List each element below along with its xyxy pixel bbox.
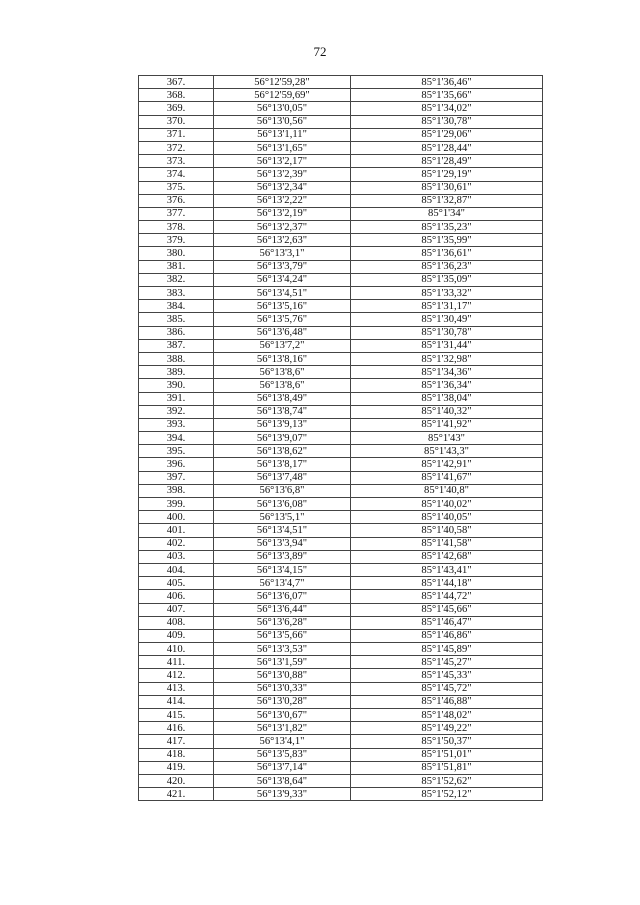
point-number-cell: 390. <box>139 379 214 392</box>
point-number-cell: 389. <box>139 366 214 379</box>
point-number-cell: 395. <box>139 445 214 458</box>
point-number-cell: 413. <box>139 682 214 695</box>
longitude-cell: 85°1'45,89" <box>351 643 543 656</box>
longitude-cell: 85°1'45,66" <box>351 603 543 616</box>
latitude-cell: 56°13'3,1" <box>214 247 351 260</box>
latitude-cell: 56°13'1,65" <box>214 141 351 154</box>
latitude-cell: 56°13'2,34" <box>214 181 351 194</box>
table-row <box>139 682 543 695</box>
longitude-cell: 85°1'52,62" <box>351 774 543 787</box>
latitude-cell: 56°13'0,28" <box>214 695 351 708</box>
table-row <box>139 577 543 590</box>
latitude-cell: 56°13'9,13" <box>214 418 351 431</box>
latitude-cell: 56°13'8,64" <box>214 774 351 787</box>
table-row <box>139 194 543 207</box>
latitude-cell: 56°13'5,76" <box>214 313 351 326</box>
point-number-cell: 373. <box>139 155 214 168</box>
latitude-cell: 56°13'5,1" <box>214 511 351 524</box>
table-row <box>139 141 543 154</box>
longitude-cell: 85°1'46,88" <box>351 695 543 708</box>
longitude-cell: 85°1'46,47" <box>351 616 543 629</box>
latitude-cell: 56°13'8,62" <box>214 445 351 458</box>
table-row <box>139 735 543 748</box>
table-row <box>139 616 543 629</box>
longitude-cell: 85°1'32,98" <box>351 352 543 365</box>
longitude-cell: 85°1'36,61" <box>351 247 543 260</box>
longitude-cell: 85°1'36,34" <box>351 379 543 392</box>
latitude-cell: 56°13'6,8" <box>214 484 351 497</box>
table-row <box>139 432 543 445</box>
table-row <box>139 247 543 260</box>
point-number-cell: 370. <box>139 115 214 128</box>
latitude-cell: 56°13'0,67" <box>214 709 351 722</box>
longitude-cell: 85°1'31,44" <box>351 339 543 352</box>
table-row <box>139 89 543 102</box>
point-number-cell: 400. <box>139 511 214 524</box>
latitude-cell: 56°13'7,2" <box>214 339 351 352</box>
table-row <box>139 722 543 735</box>
table-row <box>139 656 543 669</box>
point-number-cell: 420. <box>139 774 214 787</box>
point-number-cell: 382. <box>139 273 214 286</box>
latitude-cell: 56°13'6,08" <box>214 498 351 511</box>
table-row <box>139 207 543 220</box>
table-row <box>139 313 543 326</box>
point-number-cell: 399. <box>139 498 214 511</box>
longitude-cell: 85°1'28,44" <box>351 141 543 154</box>
longitude-cell: 85°1'44,18" <box>351 577 543 590</box>
point-number-cell: 396. <box>139 458 214 471</box>
latitude-cell: 56°13'2,39" <box>214 168 351 181</box>
point-number-cell: 397. <box>139 471 214 484</box>
table-row <box>139 669 543 682</box>
latitude-cell: 56°13'4,51" <box>214 287 351 300</box>
point-number-cell: 380. <box>139 247 214 260</box>
table-row <box>139 181 543 194</box>
latitude-cell: 56°13'3,53" <box>214 643 351 656</box>
point-number-cell: 392. <box>139 405 214 418</box>
longitude-cell: 85°1'35,99" <box>351 234 543 247</box>
longitude-cell: 85°1'33,32" <box>351 287 543 300</box>
point-number-cell: 381. <box>139 260 214 273</box>
latitude-cell: 56°13'3,79" <box>214 260 351 273</box>
point-number-cell: 406. <box>139 590 214 603</box>
point-number-cell: 379. <box>139 234 214 247</box>
latitude-cell: 56°13'2,17" <box>214 155 351 168</box>
longitude-cell: 85°1'42,91" <box>351 458 543 471</box>
longitude-cell: 85°1'30,78" <box>351 115 543 128</box>
latitude-cell: 56°13'6,48" <box>214 326 351 339</box>
table-row <box>139 498 543 511</box>
table-row <box>139 458 543 471</box>
longitude-cell: 85°1'42,68" <box>351 550 543 563</box>
table-row <box>139 748 543 761</box>
table-row <box>139 550 543 563</box>
longitude-cell: 85°1'44,72" <box>351 590 543 603</box>
table-row <box>139 695 543 708</box>
longitude-cell: 85°1'35,23" <box>351 221 543 234</box>
longitude-cell: 85°1'40,02" <box>351 498 543 511</box>
latitude-cell: 56°13'8,6" <box>214 379 351 392</box>
latitude-cell: 56°13'7,14" <box>214 761 351 774</box>
table-row <box>139 76 543 89</box>
table-row <box>139 445 543 458</box>
longitude-cell: 85°1'45,33" <box>351 669 543 682</box>
latitude-cell: 56°13'9,07" <box>214 432 351 445</box>
table-row <box>139 260 543 273</box>
table-row <box>139 234 543 247</box>
point-number-cell: 378. <box>139 221 214 234</box>
table-row <box>139 102 543 115</box>
longitude-cell: 85°1'50,37" <box>351 735 543 748</box>
table-row <box>139 221 543 234</box>
longitude-cell: 85°1'43,3" <box>351 445 543 458</box>
latitude-cell: 56°13'8,16" <box>214 352 351 365</box>
longitude-cell: 85°1'45,27" <box>351 656 543 669</box>
latitude-cell: 56°13'5,16" <box>214 300 351 313</box>
latitude-cell: 56°13'0,88" <box>214 669 351 682</box>
table-row <box>139 352 543 365</box>
point-number-cell: 403. <box>139 550 214 563</box>
latitude-cell: 56°13'6,44" <box>214 603 351 616</box>
longitude-cell: 85°1'41,92" <box>351 418 543 431</box>
longitude-cell: 85°1'34,36" <box>351 366 543 379</box>
longitude-cell: 85°1'52,12" <box>351 788 543 801</box>
table-row <box>139 629 543 642</box>
point-number-cell: 398. <box>139 484 214 497</box>
latitude-cell: 56°13'8,6" <box>214 366 351 379</box>
latitude-cell: 56°13'8,17" <box>214 458 351 471</box>
point-number-cell: 386. <box>139 326 214 339</box>
point-number-cell: 385. <box>139 313 214 326</box>
point-number-cell: 410. <box>139 643 214 656</box>
point-number-cell: 416. <box>139 722 214 735</box>
table-row <box>139 563 543 576</box>
latitude-cell: 56°13'4,15" <box>214 563 351 576</box>
longitude-cell: 85°1'30,61" <box>351 181 543 194</box>
point-number-cell: 401. <box>139 524 214 537</box>
longitude-cell: 85°1'35,66" <box>351 89 543 102</box>
table-row <box>139 774 543 787</box>
point-number-cell: 414. <box>139 695 214 708</box>
latitude-cell: 56°13'5,83" <box>214 748 351 761</box>
point-number-cell: 387. <box>139 339 214 352</box>
latitude-cell: 56°13'3,94" <box>214 537 351 550</box>
table-row <box>139 590 543 603</box>
table-row <box>139 709 543 722</box>
point-number-cell: 405. <box>139 577 214 590</box>
latitude-cell: 56°13'4,51" <box>214 524 351 537</box>
longitude-cell: 85°1'41,58" <box>351 537 543 550</box>
table-row <box>139 405 543 418</box>
latitude-cell: 56°13'1,59" <box>214 656 351 669</box>
longitude-cell: 85°1'40,8" <box>351 484 543 497</box>
point-number-cell: 367. <box>139 76 214 89</box>
longitude-cell: 85°1'32,87" <box>351 194 543 207</box>
point-number-cell: 417. <box>139 735 214 748</box>
longitude-cell: 85°1'31,17" <box>351 300 543 313</box>
longitude-cell: 85°1'41,67" <box>351 471 543 484</box>
longitude-cell: 85°1'29,19" <box>351 168 543 181</box>
table-row <box>139 643 543 656</box>
longitude-cell: 85°1'40,32" <box>351 405 543 418</box>
table-row <box>139 418 543 431</box>
point-number-cell: 408. <box>139 616 214 629</box>
longitude-cell: 85°1'43,41" <box>351 563 543 576</box>
latitude-cell: 56°13'4,24" <box>214 273 351 286</box>
latitude-cell: 56°13'0,05" <box>214 102 351 115</box>
latitude-cell: 56°13'4,7" <box>214 577 351 590</box>
table-row <box>139 273 543 286</box>
longitude-cell: 85°1'51,81" <box>351 761 543 774</box>
coordinates-table-body <box>139 76 543 801</box>
point-number-cell: 415. <box>139 709 214 722</box>
point-number-cell: 376. <box>139 194 214 207</box>
point-number-cell: 394. <box>139 432 214 445</box>
point-number-cell: 412. <box>139 669 214 682</box>
point-number-cell: 402. <box>139 537 214 550</box>
table-row <box>139 287 543 300</box>
longitude-cell: 85°1'51,01" <box>351 748 543 761</box>
latitude-cell: 56°13'3,89" <box>214 550 351 563</box>
point-number-cell: 375. <box>139 181 214 194</box>
point-number-cell: 419. <box>139 761 214 774</box>
point-number-cell: 371. <box>139 128 214 141</box>
latitude-cell: 56°13'0,33" <box>214 682 351 695</box>
coordinates-table <box>138 75 543 801</box>
longitude-cell: 85°1'34" <box>351 207 543 220</box>
point-number-cell: 409. <box>139 629 214 642</box>
latitude-cell: 56°13'8,74" <box>214 405 351 418</box>
point-number-cell: 369. <box>139 102 214 115</box>
table-row <box>139 471 543 484</box>
longitude-cell: 85°1'36,23" <box>351 260 543 273</box>
latitude-cell: 56°13'8,49" <box>214 392 351 405</box>
latitude-cell: 56°13'0,56" <box>214 115 351 128</box>
longitude-cell: 85°1'29,06" <box>351 128 543 141</box>
longitude-cell: 85°1'30,78" <box>351 326 543 339</box>
longitude-cell: 85°1'40,58" <box>351 524 543 537</box>
latitude-cell: 56°13'2,19" <box>214 207 351 220</box>
table-row <box>139 128 543 141</box>
longitude-cell: 85°1'49,22" <box>351 722 543 735</box>
longitude-cell: 85°1'43" <box>351 432 543 445</box>
table-row <box>139 300 543 313</box>
table-row <box>139 366 543 379</box>
table-row <box>139 379 543 392</box>
latitude-cell: 56°13'2,37" <box>214 221 351 234</box>
point-number-cell: 374. <box>139 168 214 181</box>
longitude-cell: 85°1'46,86" <box>351 629 543 642</box>
page-number: 72 <box>313 44 327 59</box>
table-row <box>139 761 543 774</box>
point-number-cell: 383. <box>139 287 214 300</box>
longitude-cell: 85°1'40,05" <box>351 511 543 524</box>
table-row <box>139 524 543 537</box>
longitude-cell: 85°1'38,04" <box>351 392 543 405</box>
table-row <box>139 484 543 497</box>
point-number-cell: 393. <box>139 418 214 431</box>
table-row <box>139 788 543 801</box>
point-number-cell: 368. <box>139 89 214 102</box>
point-number-cell: 421. <box>139 788 214 801</box>
latitude-cell: 56°13'2,22" <box>214 194 351 207</box>
longitude-cell: 85°1'28,49" <box>351 155 543 168</box>
table-row <box>139 115 543 128</box>
longitude-cell: 85°1'48,02" <box>351 709 543 722</box>
latitude-cell: 56°12'59,69" <box>214 89 351 102</box>
point-number-cell: 407. <box>139 603 214 616</box>
latitude-cell: 56°13'6,28" <box>214 616 351 629</box>
point-number-cell: 384. <box>139 300 214 313</box>
latitude-cell: 56°13'7,48" <box>214 471 351 484</box>
point-number-cell: 372. <box>139 141 214 154</box>
table-row <box>139 511 543 524</box>
table-row <box>139 155 543 168</box>
latitude-cell: 56°12'59,28" <box>214 76 351 89</box>
longitude-cell: 85°1'45,72" <box>351 682 543 695</box>
point-number-cell: 411. <box>139 656 214 669</box>
longitude-cell: 85°1'30,49" <box>351 313 543 326</box>
latitude-cell: 56°13'9,33" <box>214 788 351 801</box>
point-number-cell: 391. <box>139 392 214 405</box>
table-row <box>139 537 543 550</box>
point-number-cell: 404. <box>139 563 214 576</box>
longitude-cell: 85°1'35,09" <box>351 273 543 286</box>
latitude-cell: 56°13'5,66" <box>214 629 351 642</box>
table-row <box>139 603 543 616</box>
point-number-cell: 388. <box>139 352 214 365</box>
longitude-cell: 85°1'34,02" <box>351 102 543 115</box>
latitude-cell: 56°13'1,11" <box>214 128 351 141</box>
table-row <box>139 326 543 339</box>
point-number-cell: 418. <box>139 748 214 761</box>
latitude-cell: 56°13'2,63" <box>214 234 351 247</box>
table-row <box>139 339 543 352</box>
point-number-cell: 377. <box>139 207 214 220</box>
latitude-cell: 56°13'4,1" <box>214 735 351 748</box>
table-row <box>139 168 543 181</box>
latitude-cell: 56°13'1,82" <box>214 722 351 735</box>
longitude-cell: 85°1'36,46" <box>351 76 543 89</box>
table-row <box>139 392 543 405</box>
latitude-cell: 56°13'6,07" <box>214 590 351 603</box>
